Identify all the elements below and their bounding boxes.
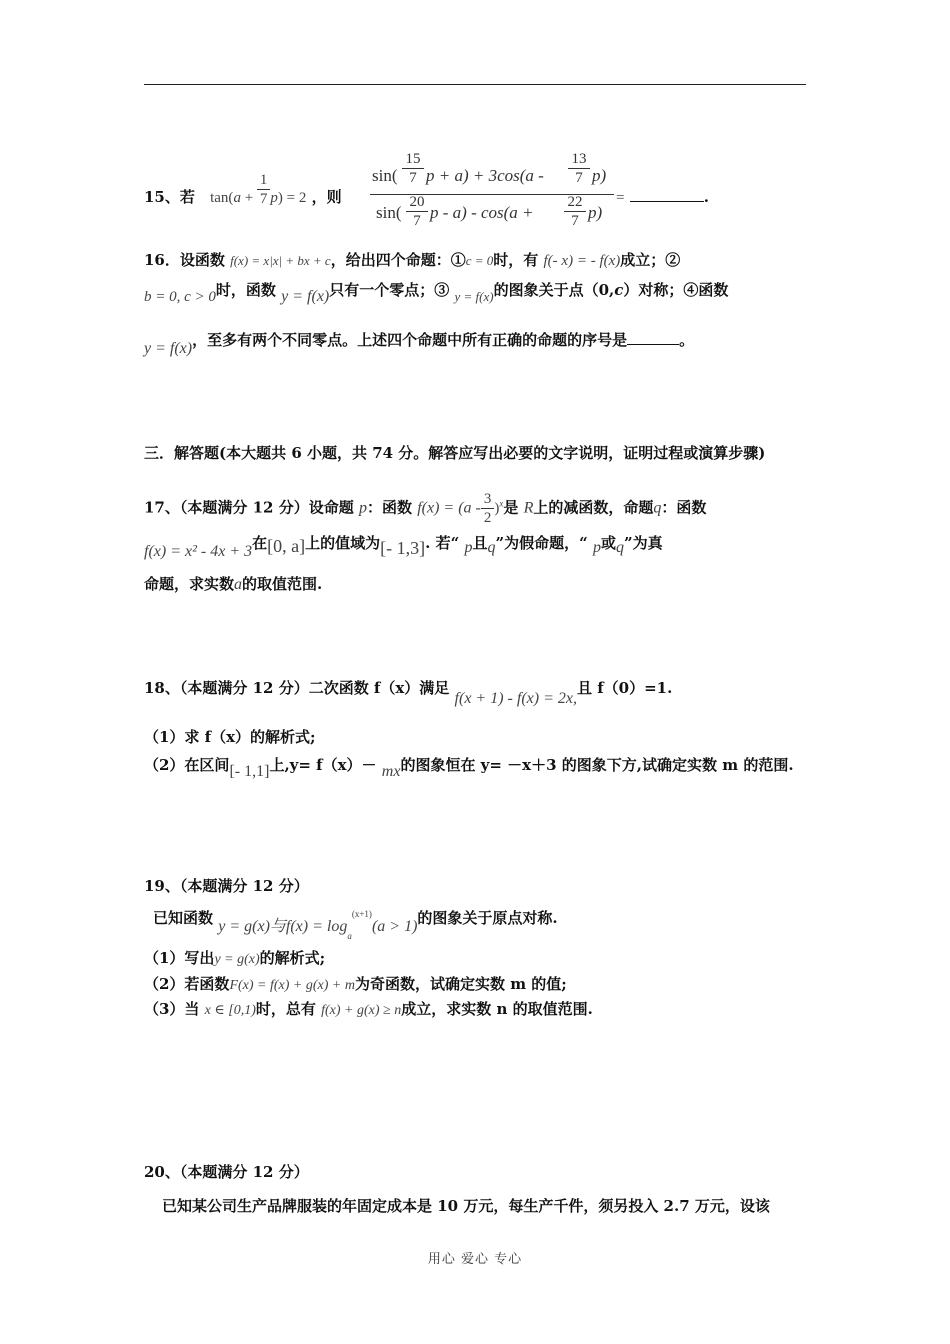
- q19-text-8: 时，总有: [255, 1000, 316, 1018]
- q20-line-1: 已知某公司生产品牌服装的年固定成本是 10 万元，每生产千件，须另投入 2.7 万元，设该: [162, 1197, 770, 1215]
- num-frac1-den: 7: [409, 170, 417, 186]
- q15-frac-num: 1: [257, 171, 271, 190]
- q15-answer: [616, 187, 709, 208]
- section-3-heading: 三．解答题(本大题共 6 小题，共 74 分。解答应写出必要的文字说明，证明过程或演算步骤): [144, 444, 766, 462]
- q15-big-fraction: [368, 150, 618, 239]
- q15-label: 15、若: [144, 188, 195, 206]
- num-frac2: [568, 150, 590, 187]
- q17-p: p: [358, 499, 367, 517]
- q15-var-a: a: [233, 190, 241, 206]
- den-sin: sin(: [376, 203, 402, 222]
- q18-text-1: 且 f（0）=1.: [576, 679, 673, 697]
- q17-line-1: [144, 490, 706, 527]
- q16-var-c: c: [614, 281, 624, 299]
- q19-line-4: [144, 999, 593, 1021]
- q15-denominator: [368, 195, 618, 239]
- q17-text-2: 是: [503, 498, 519, 517]
- q18-mx: mx: [381, 763, 401, 780]
- den-end: p): [588, 203, 603, 222]
- q17-interval: [0, a]: [267, 536, 306, 556]
- q17-text-8: ”为假命题，“: [495, 534, 588, 552]
- num-frac1-num: 15: [402, 150, 424, 169]
- num-frac2-den: 7: [575, 170, 583, 186]
- q17-and: 且: [472, 534, 488, 552]
- q16-function: f(x) = x|x| + bx + c: [230, 253, 331, 268]
- header-rule: [144, 84, 806, 85]
- q19-line-3: [144, 974, 567, 996]
- num-sin: sin(: [372, 166, 398, 185]
- q18-label: 18、（本题满分 12 分）二次函数 f（x）满足: [144, 679, 450, 697]
- q18-func: f(x + 1) - f(x) = 2x,: [454, 690, 577, 707]
- q17-text-7: . 若“: [425, 534, 460, 552]
- q17-R: R: [523, 499, 534, 517]
- q15-plus: +: [240, 190, 257, 206]
- q15-numerator: [368, 150, 618, 192]
- q17-text-4: ：函数: [661, 498, 707, 517]
- q19-interval: x ∈ [0,1): [204, 1003, 256, 1018]
- q17-line-3: [144, 574, 322, 595]
- q15-then: ，则: [311, 188, 342, 206]
- q16-line-2: [144, 280, 729, 305]
- q17-text-1: ：函数: [366, 498, 412, 517]
- q16-answer-blank: [627, 330, 679, 345]
- q16-odd-cond: f(- x) = - f(x): [543, 253, 621, 269]
- q17-q-2: q: [487, 539, 496, 556]
- q15-frac-den: 7: [259, 190, 268, 207]
- q19-ineq: f(x) + g(x) ≥ n: [321, 1003, 402, 1018]
- q19-text-9: 成立，求实数 n 的取值范围.: [401, 1000, 593, 1018]
- q15-tan: tan(: [210, 190, 234, 206]
- q18-line-2: （1）求 f（x）的解析式;: [144, 728, 316, 746]
- q17-frac-num: 3: [481, 490, 495, 509]
- q17-func: f(x) = (a -: [417, 499, 481, 517]
- q18-line-3: [144, 755, 794, 780]
- q16-text-9: 。: [679, 331, 695, 349]
- q19-func-2: y = g(x): [214, 952, 260, 967]
- q19-text-1: 已知函数: [153, 909, 214, 927]
- q16-line-3: [144, 330, 695, 357]
- q16-text-3: 成立；②: [620, 251, 681, 269]
- num-frac1: [402, 150, 424, 187]
- q18-interval: [- 1,1]: [229, 763, 270, 780]
- q17-q: q: [653, 499, 662, 517]
- q17-paren: ): [494, 500, 500, 517]
- q19-func-3: F(x) = f(x) + g(x) + m: [229, 978, 355, 993]
- num-end: p): [592, 166, 607, 185]
- q17-var-a: a: [234, 576, 243, 593]
- q19-text-7: （3）当: [144, 1000, 200, 1018]
- q16-text-8: ，至多有两个不同零点。上述四个命题中所有正确的命题的序号是: [192, 331, 628, 349]
- q17-p-3: p: [592, 539, 601, 556]
- q16-line-1: [144, 250, 680, 271]
- q19-line-2: [144, 948, 325, 970]
- q18-text-2: （2）在区间: [144, 756, 230, 774]
- q19-text-4: 的解析式;: [259, 949, 326, 967]
- q19-line-1: [153, 904, 558, 941]
- den-frac2-num: 22: [564, 193, 586, 212]
- q16-func-3: y = f(x): [454, 289, 494, 304]
- q16-text-4: 时，函数: [215, 281, 276, 299]
- q18-line-1: [144, 678, 673, 707]
- q17-func-2: f(x) = x² - 4x + 3: [144, 543, 253, 560]
- q16-cond-2: b = 0, c > 0: [144, 289, 216, 305]
- den-frac1: [406, 193, 428, 230]
- q16-label: 16．设函数: [144, 251, 225, 269]
- q18-text-3: 上,y= f（x）－: [269, 756, 377, 774]
- q15-cond-rest: ) = 2: [277, 190, 307, 206]
- q19-log-arg: (x+1): [351, 909, 372, 919]
- q18-text-4: 的图象恒在 y= －x＋3 的图象下方,试确定实数 m 的范围.: [400, 756, 794, 774]
- q16-func-2: y = f(x): [281, 288, 330, 305]
- q17-fraction: [481, 490, 495, 527]
- q17-text-11: 的取值范围.: [242, 575, 323, 593]
- q17-q-3: q: [615, 539, 624, 556]
- q19-title: 19、（本题满分 12 分）: [144, 877, 309, 895]
- q15-period: .: [703, 188, 709, 206]
- num-mid: p + a) + 3cos(a -: [426, 166, 544, 185]
- den-frac1-num: 20: [406, 193, 428, 212]
- q16-cond-1: c = 0: [465, 253, 494, 268]
- q17-line-2: [144, 532, 663, 560]
- q15-equals: =: [616, 190, 625, 206]
- q19-func: y = g(x)与f(x) = log: [218, 918, 348, 935]
- q19-text-6: 为奇函数，试确定实数 m 的值;: [354, 975, 567, 993]
- q17-text-9: ”为真: [623, 534, 663, 552]
- q17-or: 或: [600, 534, 616, 552]
- q15-var-p: p: [270, 190, 278, 206]
- q20-title: 20、（本题满分 12 分）: [144, 1163, 309, 1181]
- q16-text-5: 只有一个零点；③: [329, 281, 450, 299]
- q19-text-5: （2）若函数: [144, 975, 230, 993]
- num-frac2-num: 13: [568, 150, 590, 169]
- q17-text-5: 在: [252, 534, 268, 552]
- den-frac2-den: 7: [571, 213, 579, 229]
- den-frac2: [564, 193, 586, 230]
- q15-answer-blank: [630, 187, 704, 202]
- q16-func-4: y = f(x): [144, 340, 193, 357]
- q15-line: [144, 171, 342, 208]
- q17-text-6: 上的值域为: [305, 534, 381, 552]
- page-footer: 用心 爱心 专心: [427, 1252, 523, 1267]
- q16-text-2: 时，有: [493, 251, 539, 269]
- q17-range: [- 1,3]: [380, 538, 426, 558]
- q19-text-2: 的图象关于原点对称.: [417, 909, 558, 927]
- q17-label: 17、（本题满分 12 分）设命题: [144, 498, 354, 517]
- den-frac1-den: 7: [413, 213, 421, 229]
- q17-text-10: 命题，求实数: [144, 575, 235, 593]
- q19-log-base: a: [347, 931, 352, 941]
- den-mid: p - a) - cos(a +: [430, 203, 534, 222]
- q17-exp: x: [499, 498, 504, 509]
- q17-frac-den: 2: [483, 510, 492, 526]
- q16-text-6: 的图象关于点（0,: [493, 281, 615, 299]
- q17-p-2: p: [464, 539, 473, 556]
- q15-fraction: [257, 171, 271, 208]
- q16-text-7: ）对称；④函数: [623, 281, 729, 299]
- q19-text-3: （1）写出: [144, 949, 215, 967]
- q16-text-1: ，给出四个命题：①: [330, 251, 466, 269]
- q17-text-3: 上的减函数，命题: [533, 498, 654, 517]
- q19-cond: (a > 1): [371, 918, 418, 935]
